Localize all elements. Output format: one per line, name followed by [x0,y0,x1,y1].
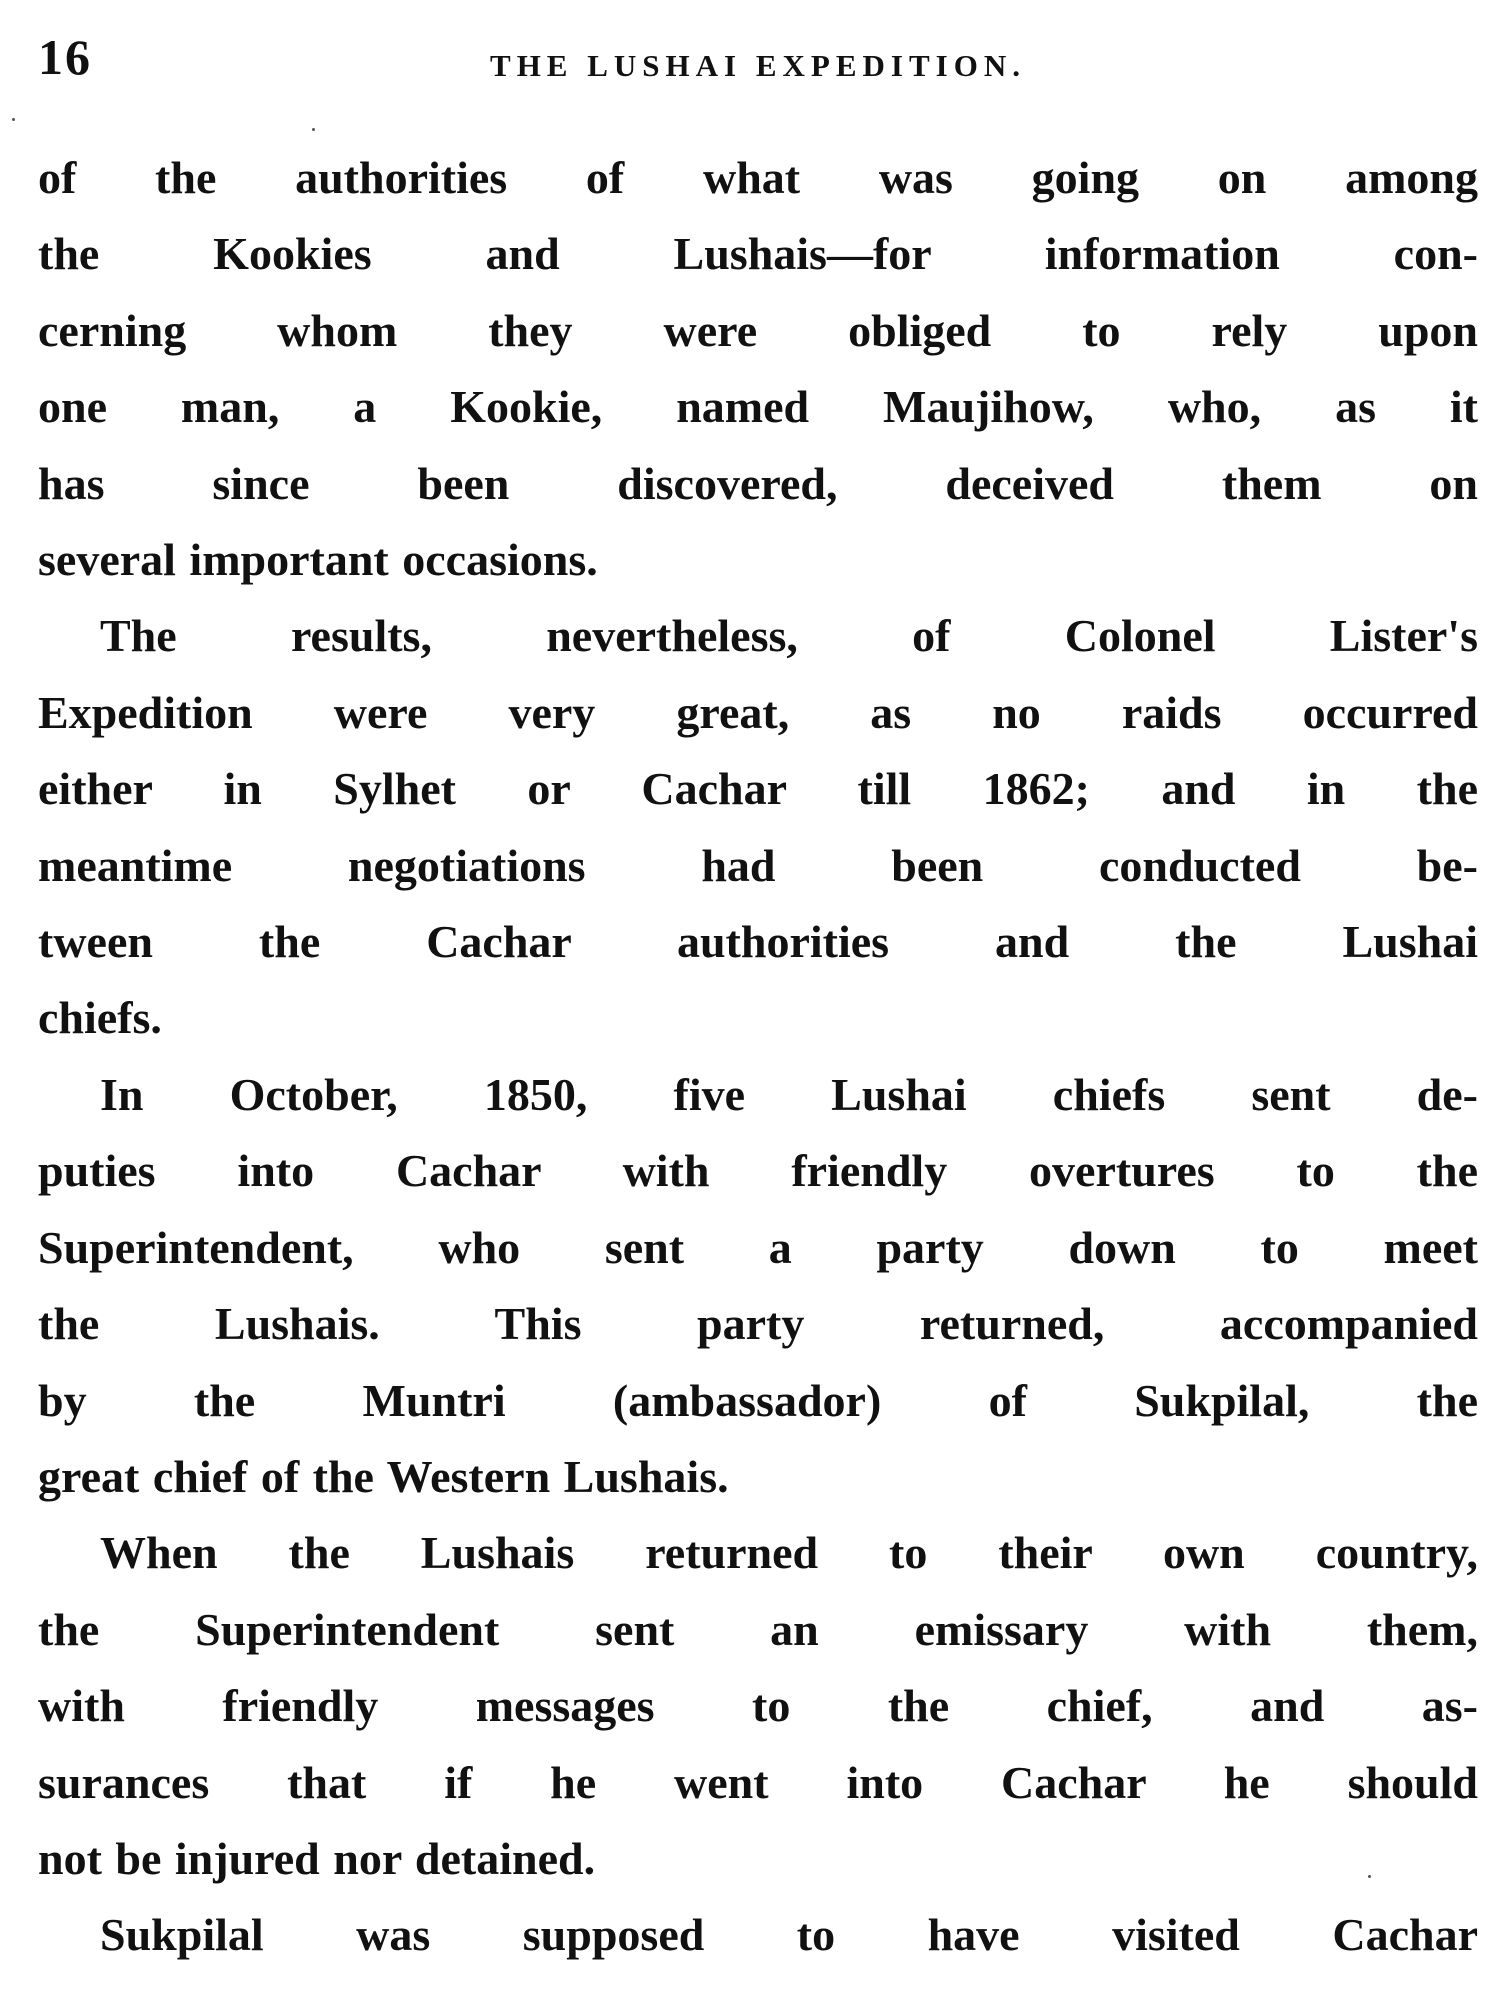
text-line: has since been discovered, deceived them on [38,457,1478,509]
page-number: 16 [38,29,92,85]
text-line: cerning whom they were obliged to rely upon [38,304,1478,356]
paragraph-end-line: not be injured nor detained. [38,1832,596,1884]
text-line: tween the Cachar authorities and the Lushai [38,916,1478,968]
print-speck [12,118,15,121]
paragraph-start-line: The results, nevertheless, of Colonel Lister's [100,610,1478,662]
text-line: one man, a Kookie, named Maujihow, who, as it [38,381,1478,433]
print-speck [312,128,315,131]
text-line: the Superintendent sent an emissary with them, [38,1603,1478,1655]
text-line: the Lushais. This party returned, accompanied [38,1298,1478,1350]
body-text [38,140,1478,1974]
text-line: with friendly messages to the chief, and as- [38,1680,1478,1732]
paragraph-end-line: several important occasions. [38,534,598,586]
paragraph-start-line: Sukpilal was supposed to have visited Cachar [100,1909,1478,1961]
text-line: puties into Cachar with friendly overtures to the [38,1145,1478,1197]
text-line: Expedition were very great, as no raids occurred [38,686,1478,738]
print-speck [1368,1875,1371,1878]
paragraph-end-line: great chief of the Western Lushais. [38,1450,729,1502]
running-title: THE LUSHAI EXPEDITION. [490,48,1026,83]
text-line: by the Muntri (ambassador) of Sukpilal, the [38,1374,1478,1426]
page-header [38,28,1478,98]
text-line: either in Sylhet or Cachar till 1862; and in the [38,763,1478,815]
text-line: of the authorities of what was going on among [38,152,1478,203]
paragraph-start-line: When the Lushais returned to their own country, [100,1527,1478,1579]
text-line: meantime negotiations had been conducted be- [38,839,1478,891]
text-line: the Kookies and Lushais—for information con- [38,228,1478,280]
text-line: surances that if he went into Cachar he should [38,1756,1478,1808]
paragraph-end-line: chiefs. [38,992,162,1044]
paragraph-start-line: In October, 1850, five Lushai chiefs sent de- [100,1068,1478,1120]
text-line: Superintendent, who sent a party down to meet [38,1221,1478,1273]
